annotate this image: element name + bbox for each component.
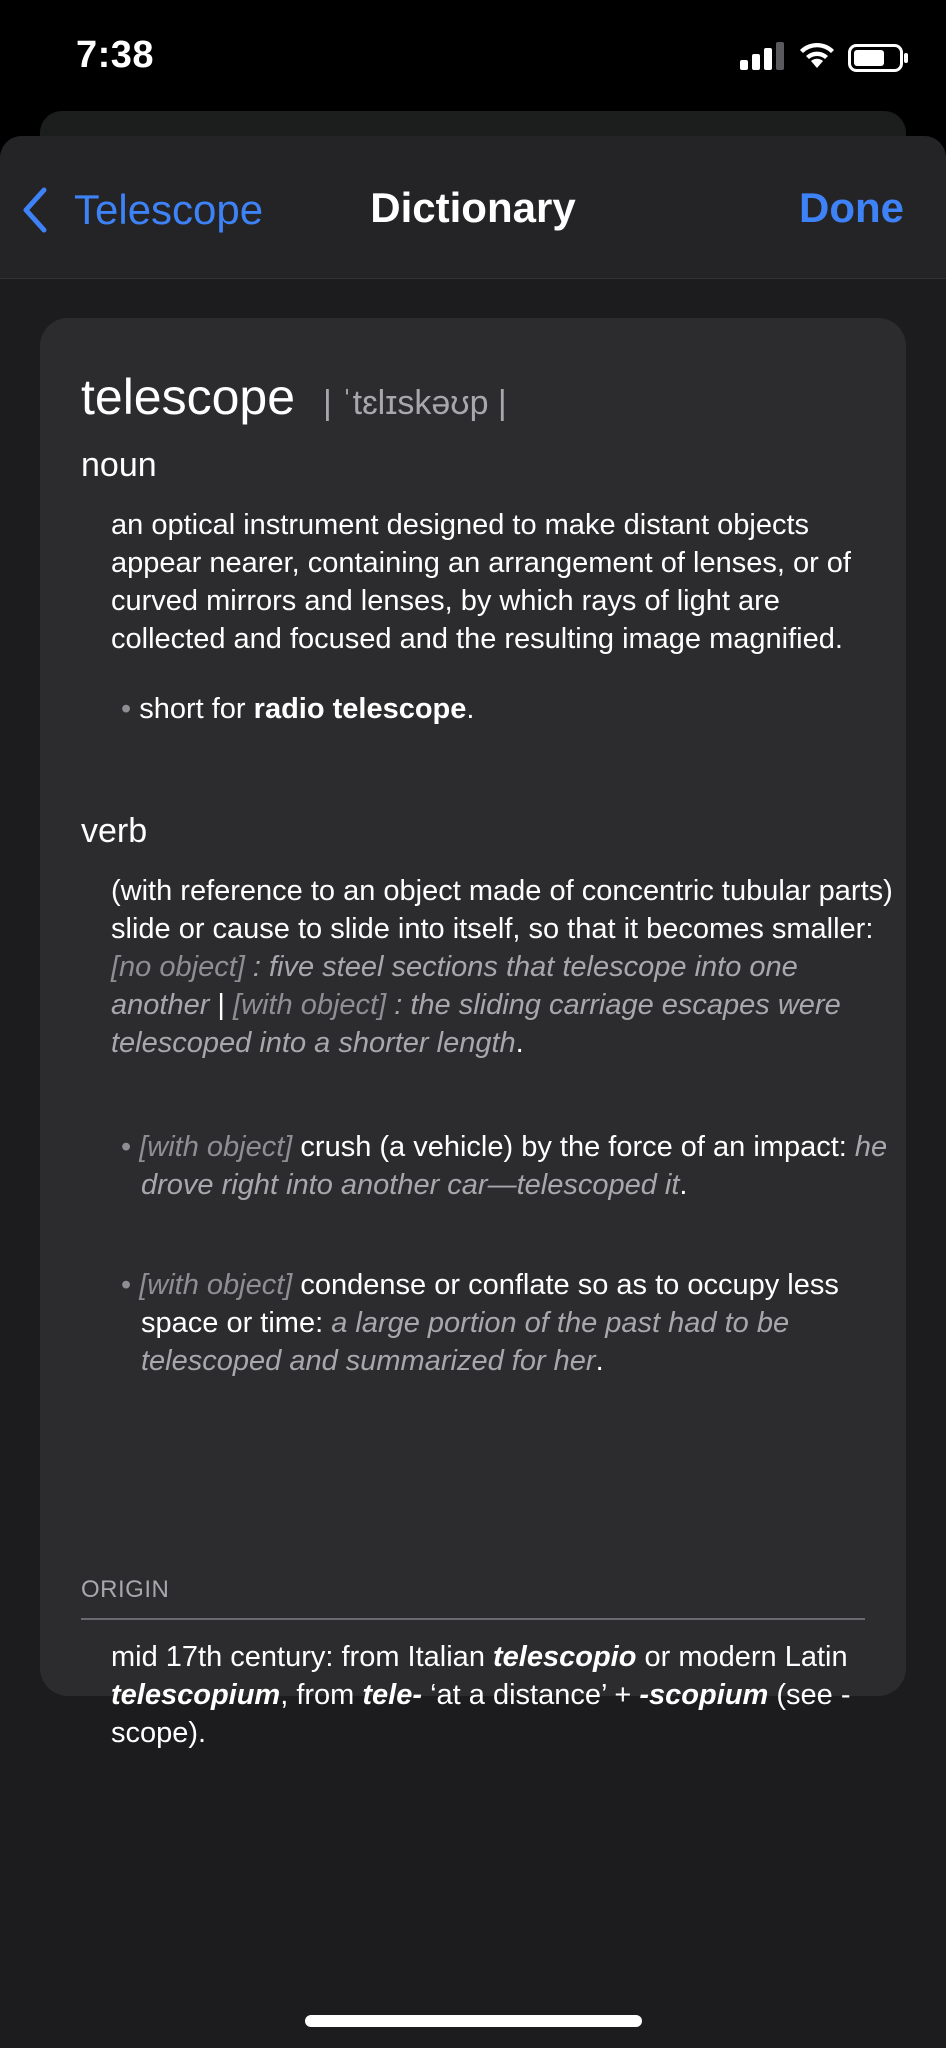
punctuation: .: [679, 1169, 688, 1201]
register-label: [with object]: [139, 1269, 293, 1301]
origin-word: -scopium: [639, 1679, 769, 1711]
done-button[interactable]: Done: [799, 184, 904, 231]
origin-segment: (see -scope).: [111, 1679, 851, 1749]
dictionary-sheet: [0, 136, 946, 2048]
status-bar: [0, 0, 946, 110]
subsense-suffix: .: [466, 693, 475, 725]
navigation-bar: [0, 136, 946, 279]
example-text: : five steel sections that telescope into one another: [111, 951, 798, 1021]
pronunciation: | ˈtɛlɪskəʊp |: [323, 384, 507, 422]
battery-icon: [848, 44, 910, 72]
home-indicator[interactable]: [305, 2015, 642, 2027]
subsense-def: crush (a vehicle) by the force of an impact:: [292, 1131, 855, 1163]
verb-def-text: (with reference to an object made of concentric tubular parts) slide or cause to slide into itself, so that it becomes smaller:: [111, 875, 893, 945]
origin-text: [111, 1638, 901, 1752]
definition-card: [40, 318, 906, 1749]
cellular-signal-icon: [740, 42, 786, 70]
verb-definition: [111, 872, 901, 1062]
bullet-dot: •: [121, 1269, 132, 1301]
bullet-dot: •: [121, 693, 132, 725]
bullet-dot: •: [121, 1131, 132, 1163]
register-label: [with object]: [139, 1131, 293, 1163]
subsense-def: condense or conflate so as to occupy less space or time:: [141, 1269, 839, 1339]
verb-subsense-crush: [111, 1128, 901, 1204]
origin-word: telescopio: [493, 1641, 637, 1673]
nav-title: Dictionary: [370, 184, 576, 231]
origin-word: tele-: [362, 1679, 423, 1711]
verb-subsense-condense: [111, 1266, 901, 1380]
headword-row: [81, 368, 507, 426]
part-of-speech-noun: noun: [81, 446, 157, 484]
origin-heading: ORIGIN: [81, 1576, 170, 1603]
register-label: [with object]: [233, 989, 387, 1021]
example-text: : the sliding carriage escapes were telescoped into a shorter length: [111, 989, 841, 1059]
crossref-radio-telescope[interactable]: radio telescope: [253, 693, 467, 725]
origin-segment: or modern Latin: [636, 1641, 848, 1673]
register-label: [no object]: [111, 951, 245, 983]
origin-segment: mid 17th century: from Italian: [111, 1641, 493, 1673]
subsense-prefix: short for: [139, 693, 254, 725]
back-button-label: Telescope: [74, 186, 264, 233]
punctuation: .: [515, 1027, 524, 1059]
wifi-icon: [798, 40, 836, 70]
headword: telescope: [81, 369, 296, 425]
origin-segment: ‘at a distance’ +: [422, 1679, 640, 1711]
example-text: he drove right into another car—telescoped it: [141, 1131, 888, 1201]
noun-definition: an optical instrument designed to make distant objects appear nearer, containing an arrangement of lenses, or of curved mirrors and lenses, by which rays of light are collected and focused and the resulting image magnified.: [111, 509, 851, 655]
part-of-speech-verb: verb: [81, 812, 148, 850]
example-text: a large portion of the past had to be telescoped and summarized for her: [141, 1307, 790, 1377]
noun-subsense: [111, 690, 901, 728]
origin-segment: , from: [280, 1679, 363, 1711]
status-time: 7:38: [76, 34, 155, 76]
separator: |: [209, 989, 234, 1021]
origin-word: telescopium: [111, 1679, 281, 1711]
punctuation: .: [595, 1345, 604, 1377]
origin-divider: [81, 1618, 865, 1620]
